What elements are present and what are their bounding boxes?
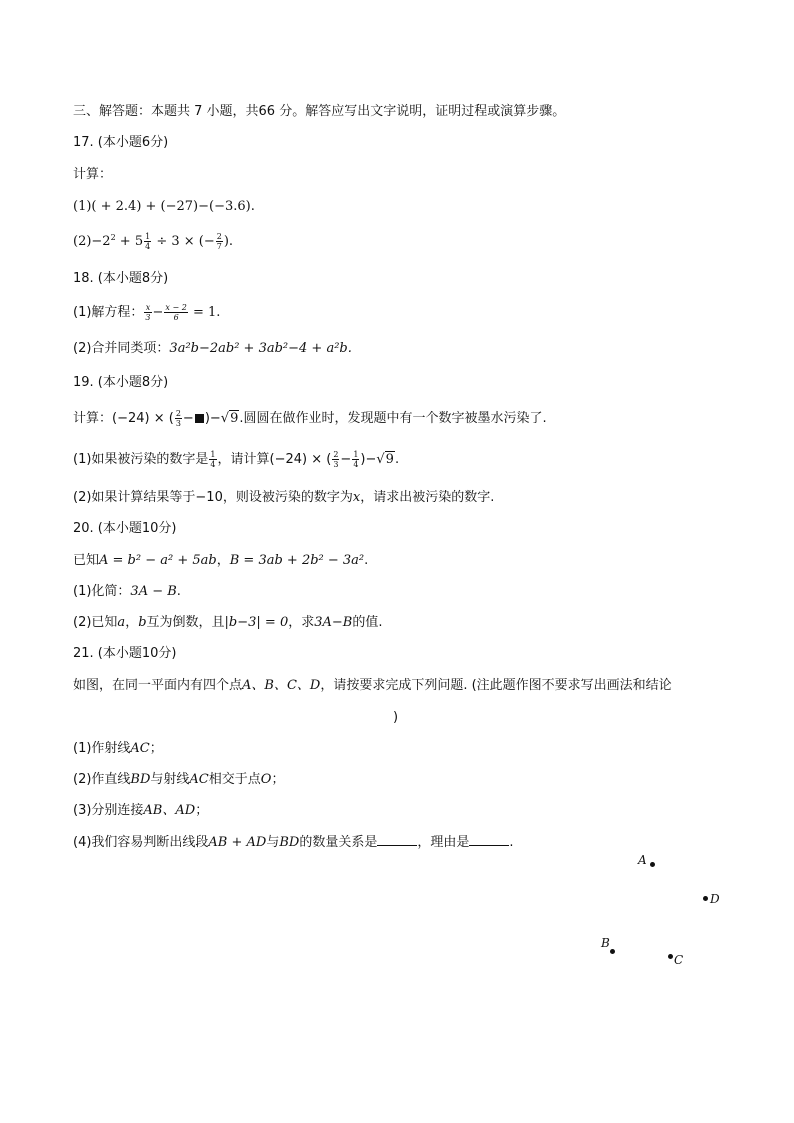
- ink-blot: [195, 414, 204, 423]
- point-label-c: C: [674, 953, 684, 967]
- q20-header: 20. (本小题10分): [73, 521, 177, 536]
- q17-part1: (1)( + 2.4) + (−27)−(−3.6).: [73, 199, 255, 214]
- point-d: [703, 896, 708, 901]
- q20-part2: (2)已知a，b互为倒数，且|b−3| = 0，求3A−B的值.: [73, 615, 383, 630]
- q17-part2: $(2)-2^2 + 5$ $\frac{1}{4}$ ÷ 3 × (− $\frac{2}{7}$ ).: [73, 232, 234, 251]
- point-label-b: B: [601, 936, 610, 950]
- q19-part2: (2)如果计算结果等于−10，则设被污染的数字为x，请求出被污染的数字.: [73, 490, 495, 505]
- q19-header: 19. (本小题8分): [73, 375, 169, 390]
- q17-header: 17. (本小题6分): [73, 135, 169, 150]
- q18-header: 18. (本小题8分): [73, 271, 169, 286]
- q21-part4: (4)我们容易判断出线段AB + AD与BD的数量关系是 ，理由是 .: [73, 835, 514, 850]
- q21-header: 21. (本小题10分): [73, 646, 177, 661]
- q20-part1: (1)化简：3A − B.: [73, 584, 181, 599]
- q19-part1: (1)如果被污染的数字是 $\frac{1}{4}$ ，请计算(−24) × ( $\frac{2}{3}$ − $\frac{1}{4}$ )−√9.: [73, 450, 400, 469]
- q18-part2: (2)合并同类项：3a²b−2ab² + 3ab²−4 + a²b.: [73, 341, 352, 356]
- q21-intro: 如图，在同一平面内有四个点A、B、C、D，请按要求完成下列问题. (注此题作图不要求写出画法和结论: [73, 678, 672, 693]
- answer-blank-1[interactable]: [377, 833, 417, 846]
- q18-part1: (1)解方程： $\frac{x}{3}$ − $\frac{x - 2}{6}$ = 1.: [73, 303, 221, 322]
- point-c: [668, 954, 673, 959]
- q20-given: 已知A = b² − a² + 5ab，B = 3ab + 2b² − 3a².: [73, 553, 369, 568]
- q17-intro: 计算：: [73, 167, 113, 182]
- q19-intro: 计算：(−24) × ( $\frac{2}{3}$ − )−√9.圆圆在做作业时，发现题中有一个数字被墨水污染了.: [73, 409, 547, 428]
- answer-blank-2[interactable]: [469, 833, 509, 846]
- q21-intro-close: ): [393, 710, 399, 725]
- q21-part3: (3)分别连接AB、AD；: [73, 803, 209, 818]
- point-b: [610, 949, 615, 954]
- point-label-a: A: [638, 853, 647, 867]
- q21-part2: (2)作直线BD与射线AC相交于点O；: [73, 772, 285, 787]
- section-header: 三、解答题：本题共 7 小题，共66 分。解答应写出文字说明，证明过程或演算步骤。: [73, 104, 566, 119]
- point-label-d: D: [710, 892, 720, 906]
- point-a: [650, 862, 655, 867]
- q21-part1: (1)作射线AC；: [73, 741, 163, 756]
